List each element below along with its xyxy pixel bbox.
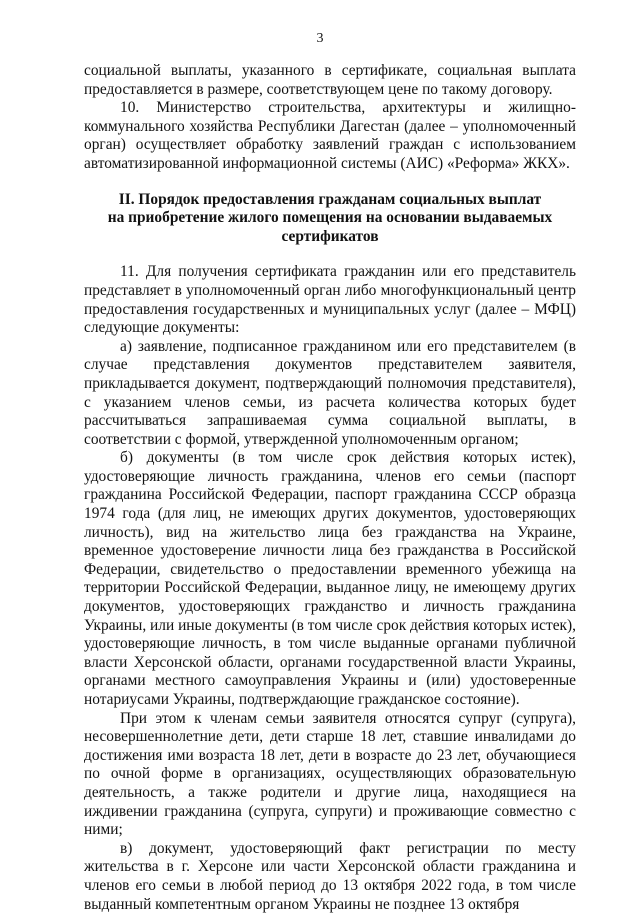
paragraph-continuation: социальной выплаты, указанного в сертификате, социальная выплата предоставляется в размере, соответствующем цене по такому договору. (84, 62, 576, 98)
page-number: 3 (316, 31, 324, 46)
paragraph-family-members: При этом к членам семьи заявителя относятся супруг (супруга), несовершеннолетние дети, дети старше 18 лет, ставшие инвалидами до достижения ими возраста 18 лет, дети в возрасте до 23 лет, обучающиеся по очной форме в организациях, осуществляющих образовательную деятельность, а также родители и другие лица, находящиеся на иждивении гражданина (супруга, супруги) и проживающие совместно с ними; (84, 709, 576, 839)
paragraph-subitem-b: б) документы (в том числе срок действия которых истек), удостоверяющие личность гражданина, членов его семьи (паспорт гражданина Российской Федерации, паспорт гражданина СССР образца 1974 года (для лиц, не имеющих других документов, удостоверяющих личность), вид на жительство лица без гражданства на Украине, временное удостоверение личности лица без гражданства в Российской Федерации, свидетельство о предоставлении временного убежища на территории Российской Федерации, выданное лицу, не имеющему других документов, удостоверяющих гражданство и личность гражданина Украины, или иные документы (в том числе срок действия которых истек), удостоверяющие личность, в том числе выданные органами публичной власти Херсонской области, органами государственной власти Украины, органами местного самоуправления Украины и (или) удостоверенные нотариусами Украины, подтверждающие гражданское состояние). (84, 449, 576, 708)
section-heading-line-3: сертификатов (281, 227, 379, 245)
section-heading (84, 191, 576, 247)
section-heading-line-2: на приобретение жилого помещения на основании выдаваемых (107, 209, 553, 227)
paragraph-subitem-v: в) документ, удостоверяющий факт регистрации по месту жительства в г. Херсоне или части Херсонской области гражданина и членов его семьи в любой период до 13 октября 2022 года, в том числе выданный компетентным органом Украины не позднее 13 октября (84, 839, 576, 913)
paragraph-item-10: 10. Министерство строительства, архитектуры и жилищно-коммунального хозяйства Республики Дагестан (далее – уполномоченный орган) осуществляет обработку заявлений граждан с использованием автоматизированной информационной системы (АИС) «Реформа» ЖКХ». (84, 99, 576, 172)
section-heading-line-1: II. Порядок предоставления гражданам социальных выплат (118, 190, 542, 208)
document-body (84, 62, 576, 914)
paragraph-item-11: 11. Для получения сертификата гражданин или его представитель представляет в уполномоченный орган либо многофункциональный центр предоставления государственных и муниципальных услуг (далее – МФЦ) следующие документы: (84, 263, 576, 337)
paragraph-subitem-a: а) заявление, подписанное гражданином или его представителем (в случае представления документов представителем заявителя, прикладывается документ, подтверждающий полномочия представителя), с указанием членов семьи, из расчета количества которых будет рассчитываться запрашиваемая сумма социальной выплаты, в соответствии с формой, утвержденной уполномоченным органом; (84, 337, 576, 448)
